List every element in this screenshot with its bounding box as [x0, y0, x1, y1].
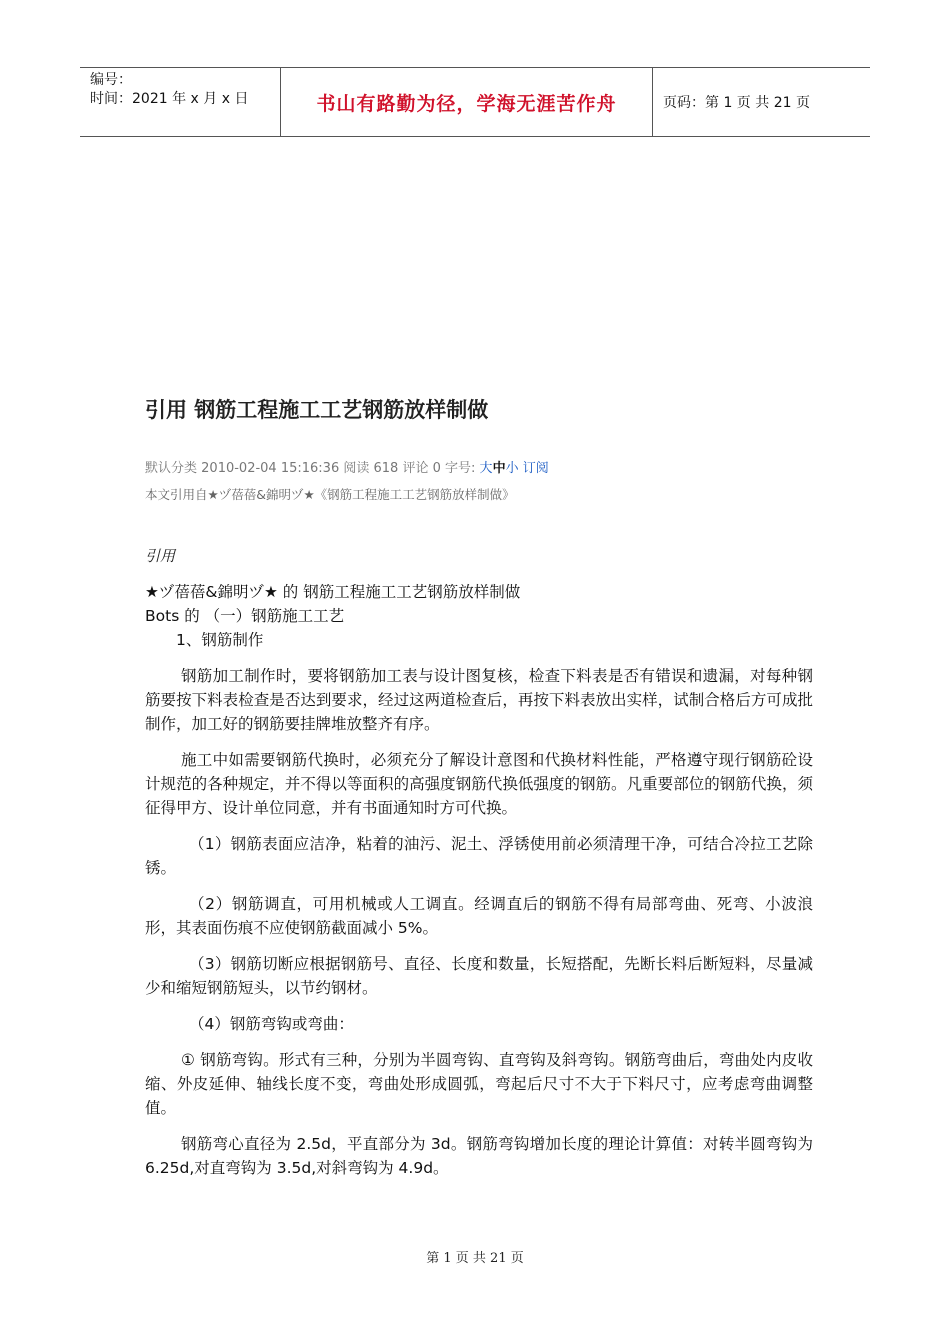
paragraph: ① 钢筋弯钩。形式有三种，分别为半圆弯钩、直弯钩及斜弯钩。钢筋弯曲后，弯曲处内皮收缩、外皮延伸、轴线长度不变，弯曲处形成圆弧，弯起后尺寸不大于下料尺寸，应考虑弯曲调整值。 [145, 1051, 813, 1117]
font-size-medium-link[interactable]: 中 [492, 461, 506, 476]
meta-comments[interactable]: 评论 0 [402, 461, 441, 476]
paragraph: （2）钢筋调直，可用机械或人工调直。经调直后的钢筋不得有局部弯曲、死弯、小波浪形，其表面伤痕不应使钢筋截面减小 5%。 [145, 895, 813, 937]
paragraph: 钢筋加工制作时，要将钢筋加工表与设计图复核，检查下料表是否有错误和遗漏，对每种钢筋要按下料表检查是否达到要求，经过这两道检查后，再按下料表放出实样，试制合格后方可成批制作，加工好的钢筋要挂牌堆放整齐有序。 [145, 667, 813, 733]
number-label: 编号： [90, 72, 132, 88]
paragraph: 施工中如需要钢筋代换时，必须充分了解设计意图和代换材料性能，严格遵守现行钢筋砼设计规范的各种规定，并不得以等面积的高强度钢筋代换低强度的钢筋。凡重要部位的钢筋代换，须征得甲方、设计单位同意，并有书面通知时方可代换。 [145, 751, 813, 817]
quote-label: 引用 [145, 547, 176, 565]
header-page-info: 页码：第 1 页 共 21 页 [663, 95, 810, 111]
paragraph: 钢筋弯心直径为 2.5d，平直部分为 3d。钢筋弯钩增加长度的理论计算值：对转半圆弯钩为 6.25d,对直弯钩为 3.5d,对斜弯钩为 4.9d。 [145, 1135, 813, 1177]
section-heading: Bots 的 （一）钢筋施工工艺 [145, 607, 345, 625]
paragraph: （1）钢筋表面应洁净，粘着的油污、泥土、浮锈使用前必须清理干净，可结合冷拉工艺除锈。 [145, 835, 813, 877]
font-size-large-link[interactable]: 大 [479, 461, 493, 476]
paragraph: （4）钢筋弯钩或弯曲： [189, 1015, 354, 1033]
motto: 书山有路勤为径，学海无涯苦作舟 [280, 68, 653, 136]
meta-category[interactable]: 默认分类 [145, 461, 198, 476]
header-left-cell [80, 68, 280, 136]
paragraph: （3）钢筋切断应根据钢筋号、直径、长度和数量，长短搭配，先断长料后断短料，尽量减少和缩短钢筋短头，以节约钢材。 [145, 955, 813, 997]
page-footer: 第 1 页 共 21 页 [426, 1251, 524, 1266]
header-table [80, 67, 870, 137]
article-body [145, 580, 813, 1180]
font-size-small-link[interactable]: 小 [505, 461, 519, 476]
article-title: 引用 钢筋工程施工工艺钢筋放样制做 [145, 398, 489, 422]
subsection-heading: 1、钢筋制作 [176, 631, 264, 649]
subscribe-link[interactable]: 订阅 [522, 461, 549, 476]
article-meta [145, 457, 549, 476]
meta-font-label: 字号: [445, 461, 476, 476]
quote-origin-line: ★ヅ蓓蓓&錦明ヅ★ 的 钢筋工程施工工艺钢筋放样制做 [145, 583, 521, 601]
article-source[interactable]: 本文引用自★ヅ蓓蓓&錦明ヅ★《钢筋工程施工工艺钢筋放样制做》 [145, 487, 515, 502]
meta-reads: 阅读 618 [343, 461, 399, 476]
time-label: 时间：2021 年 x 月 x 日 [90, 91, 249, 107]
meta-datetime: 2010-02-04 15:16:36 [201, 461, 340, 476]
